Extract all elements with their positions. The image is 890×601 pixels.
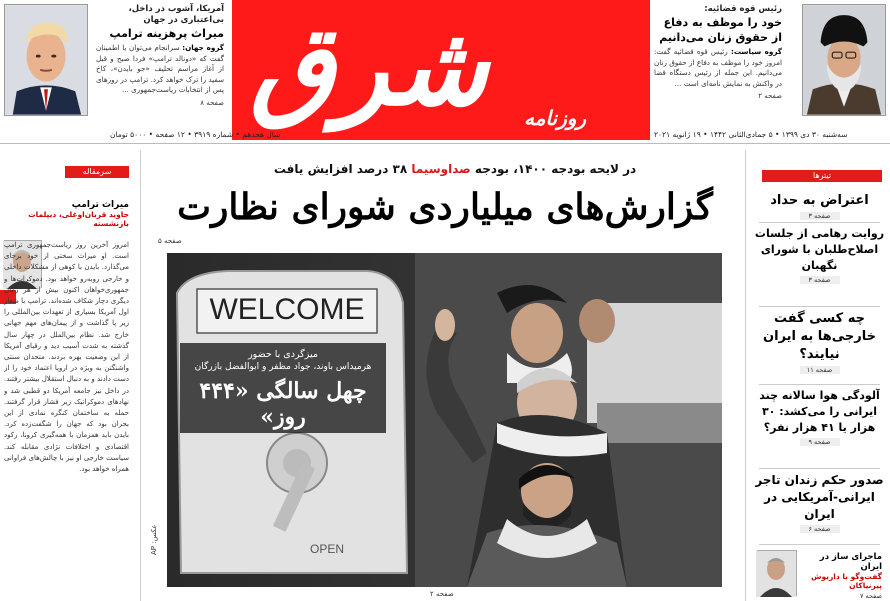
column-divider-right	[745, 150, 746, 601]
headline-item-2-page: صفحه ۳	[800, 276, 840, 284]
headline-item-5-page: صفحه ۶	[800, 525, 840, 533]
news-brief-right	[654, 4, 782, 122]
headline-sep	[759, 384, 880, 385]
masthead-logo	[232, 0, 650, 140]
masthead-rule	[0, 143, 890, 144]
headline-item-4-page: صفحه ۹	[800, 438, 840, 446]
brief-right-lead: گروه سیاست:	[730, 47, 782, 56]
headline-item-3-page: صفحه ۱۱	[800, 366, 840, 374]
lead-kicker-pre: در لایحه بودجه ۱۴۰۰، بودجه	[474, 162, 637, 176]
brief-left-lead: گروه جهان:	[182, 43, 224, 52]
headline-sep	[759, 222, 880, 223]
portrait-right-image	[803, 5, 885, 115]
editorial-title[interactable]: میراث ترامپ	[71, 200, 129, 210]
logo-subtitle: روزنامه	[524, 106, 587, 130]
headline-item-2[interactable]	[753, 226, 886, 284]
news-brief-left	[96, 4, 224, 122]
brief-right-page[interactable]: صفحه ۲	[758, 92, 782, 100]
headline-sep	[759, 468, 880, 469]
editorial-header	[9, 200, 129, 228]
brief-left-page[interactable]: صفحه ۸	[200, 98, 224, 107]
photo-welcome-sign: WELCOME	[209, 293, 365, 326]
headline-item-5[interactable]	[753, 472, 886, 533]
headline-item-3-title: چه کسی گفت خارجی‌ها به ایران نیایند؟	[763, 311, 876, 362]
brief-right-kicker: رئیس قوه قضائیه:	[704, 4, 782, 14]
headline-page[interactable]: صفحه ۵	[158, 237, 182, 245]
lead-kicker	[260, 162, 650, 176]
photo-overlay-caption[interactable]	[180, 343, 386, 433]
interview-avatar-image	[756, 551, 796, 597]
dateline-issue: سال هجدهم • شماره ۳۹۱۹ • ۱۲ صفحه • ۵۰۰۰ تومان	[110, 130, 281, 139]
interview-subtitle: گفت‌وگو با داریوش پیرنیاکان	[811, 572, 882, 590]
headline-sep	[759, 544, 880, 545]
interview-avatar	[757, 550, 797, 596]
interview-block[interactable]	[798, 552, 882, 600]
headlines-tag: تیترها	[762, 170, 882, 182]
headline-item-1-page: صفحه ۳	[800, 212, 840, 220]
overlay-kicker-1: میزگردی با حضور	[248, 349, 318, 360]
portrait-left	[4, 4, 88, 116]
photo-credit: عکس: AP	[150, 524, 158, 555]
headline-item-3[interactable]	[753, 310, 886, 374]
column-divider-left	[140, 150, 141, 601]
headline-item-1-title: اعتراض به حداد	[770, 193, 869, 208]
editorial-column	[0, 166, 133, 601]
overlay-kicker-2: هرمیداس باوند، جواد مظفر و ابوالفضل بازرگان	[194, 362, 372, 372]
lead-kicker-highlight: صداوسیما	[411, 162, 471, 176]
headline-item-4[interactable]	[753, 388, 886, 446]
editorial-author: جاوید قربان‌اوغلی، دیپلمات بازنشسته	[28, 210, 129, 228]
photo-page[interactable]: صفحه ۲	[430, 590, 454, 598]
brief-left-body	[96, 43, 224, 96]
headline-sep	[759, 306, 880, 307]
overlay-title: چهل سالگی «۴۴۴ روز»	[199, 378, 367, 430]
dateline-date: سه‌شنبه ۳۰ دی ۱۳۹۹ • ۵ جمادی‌الثانی ۱۴۴۲ • ۱۹ ژانویه ۲۰۲۱	[654, 130, 848, 139]
headline-item-5-title: صدور حکم زندان تاجر ایرانی-آمریکایی در ایران	[755, 473, 884, 521]
interview-page: صفحه ۷	[859, 592, 882, 600]
headline-item-1[interactable]	[753, 192, 886, 220]
brief-right-title[interactable]: خود را موظف به دفاع از حقوق زنان می‌دانیم	[659, 16, 782, 44]
photo-door-label: OPEN	[309, 542, 345, 556]
portrait-left-image	[5, 5, 87, 115]
brief-left-title[interactable]: میراث پرهزینه ترامپ	[109, 27, 224, 40]
brief-right-body	[654, 47, 782, 89]
editorial-body: امروز آخرین روز ریاست‌جمهوری ترامپ است. او میراث سختی از خود برجای می‌گذارد. بایدن با کوهی از مشکلات داخلی و خارجی روبه‌رو خواهد بود. دموکرات‌ها و جمهوری‌خواهان اکنون بیش از هر زمان دیگری دچار شکاف شده‌اند. ترامپ با شعار اول آمریکا بسیاری از تعهدات بین‌المللی را زیر پا گذاشت و از پیمان‌های مهم جهانی خارج شد. نظام بین‌الملل در چهار سال گذشته به شدت آسیب دید و رقبای آمریکا از این وضعیت بهره بردند. متحدان سنتی واشنگتن به ویژه در اروپا اعتماد خود را از دست دادند و به دنبال استقلال بیشتر رفتند. در داخل نیز جامعه آمریکا دو قطبی شد و نهادهای دموکراتیک زیر فشار قرار گرفتند. حمله به ساختمان کنگره نمادی از این بحران بود که جهان را شگفت‌زده کرد. بایدن باید همزمان با همه‌گیری کرونا، رکود اقتصادی و اختلافات نژادی مقابله کند. سیاست خارجی او نیز با چالش‌های فراوانی همراه خواهد بود.	[4, 241, 129, 474]
interview-title: ماجرای ساز در ایران	[819, 552, 882, 572]
headline-item-4-title: آلودگی هوا سالانه چند ایرانی را می‌کشد: ۳۰ هزار یا ۴۱ هزار نفر؟	[759, 389, 880, 434]
brief-left-kicker: آمریکا، آشوب در داخل، بی‌اعتباری در جهان	[128, 4, 224, 25]
headlines-column	[753, 170, 886, 601]
lead-kicker-post: ۳۸ درصد افزایش یافت	[273, 162, 408, 176]
lead-headline[interactable]: گزارش‌های میلیاردی شورای نظارت	[177, 186, 713, 228]
brief-right-text: رئیس قوه قضائیه گفت: امروز خود را موظف به دفاع از حقوق زنان می‌دانیم. این جمله از رئیس دستگاه قضا در واکنش به نمایش نامه‌ای است ...	[654, 47, 782, 88]
brief-left-text: سرانجام می‌توان با اطمینان گفت که «دونالد ترامپ» فردا صبح و قبل از آغاز مراسم تحلیف «جو بایدن»، کاخ سفید را ترک خواهد کرد. ترامپ در روزهای پس از انتخابات ریاست‌جمهوری ...	[96, 43, 224, 94]
headline-item-2-title: روایت رهامی از جلسات اصلاح‌طلبان با شورای نگهبان	[754, 227, 885, 272]
editorial-tag: سرمقاله	[65, 166, 129, 178]
portrait-right	[802, 4, 886, 116]
logo-wordmark: شرق	[250, 1, 489, 130]
